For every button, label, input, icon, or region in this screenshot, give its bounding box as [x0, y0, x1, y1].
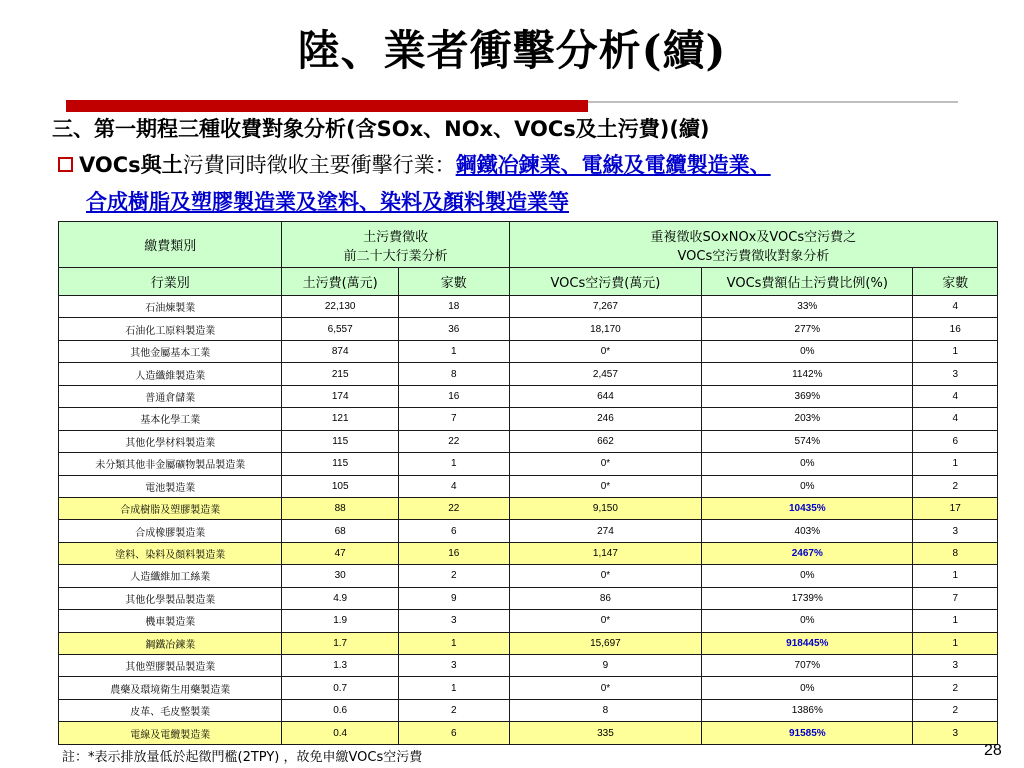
header-category: 繳費類別 [59, 222, 282, 268]
cell-soil-fee: 30 [282, 565, 398, 587]
cell-industry: 電線及電纜製造業 [59, 722, 282, 745]
cell-soil-count: 6 [398, 722, 509, 745]
cell-ratio: 2467% [702, 542, 913, 564]
slide-title: 陸、業者衝擊分析(續) [297, 26, 727, 75]
cell-soil-count: 3 [398, 655, 509, 677]
bullet-lead: VOCs [79, 153, 141, 177]
cell-voc-count: 2 [913, 677, 998, 699]
cell-soil-fee: 174 [282, 385, 398, 407]
cell-industry: 普通倉儲業 [59, 385, 282, 407]
cell-voc-count: 3 [913, 363, 998, 385]
cell-soil-count: 1 [398, 632, 509, 654]
table-row [59, 453, 998, 475]
cell-voc-fee: 18,170 [509, 318, 701, 340]
cell-voc-fee: 1,147 [509, 542, 701, 564]
cell-voc-count: 6 [913, 430, 998, 452]
cell-voc-fee: 274 [509, 520, 701, 542]
cell-soil-count: 36 [398, 318, 509, 340]
cell-industry: 電池製造業 [59, 475, 282, 497]
col-soil-fee: 土污費(萬元) [282, 268, 398, 296]
cell-voc-count: 7 [913, 587, 998, 609]
cell-soil-fee: 105 [282, 475, 398, 497]
cell-industry: 石油化工原料製造業 [59, 318, 282, 340]
cell-voc-fee: 8 [509, 699, 701, 721]
cell-soil-count: 8 [398, 363, 509, 385]
cell-voc-fee: 0* [509, 610, 701, 632]
cell-soil-fee: 6,557 [282, 318, 398, 340]
cell-ratio: 91585% [702, 722, 913, 745]
table-row [59, 363, 998, 385]
cell-industry: 農藥及環境衛生用藥製造業 [59, 677, 282, 699]
header-soil-group [282, 222, 509, 268]
cell-soil-count: 7 [398, 408, 509, 430]
table-row [59, 542, 998, 564]
cell-voc-fee: 335 [509, 722, 701, 745]
cell-soil-fee: 1.3 [282, 655, 398, 677]
cell-ratio: 918445% [702, 632, 913, 654]
header-voc-group [509, 222, 997, 268]
footnote: 註：*表示排放量低於起徵門檻(2TPY) ，故免申繳VOCs空污費 [62, 750, 423, 765]
col-voc-count: 家數 [913, 268, 998, 296]
table-row [59, 632, 998, 654]
cell-ratio: 0% [702, 610, 913, 632]
square-bullet-icon [58, 157, 73, 172]
page-number: 28 [984, 742, 1002, 759]
table-body [59, 296, 998, 745]
table-row [59, 677, 998, 699]
cell-soil-count: 6 [398, 520, 509, 542]
cell-voc-count: 1 [913, 610, 998, 632]
table-row [59, 655, 998, 677]
cell-soil-count: 1 [398, 340, 509, 362]
cell-industry: 未分類其他非金屬礦物製品製造業 [59, 453, 282, 475]
cell-soil-fee: 68 [282, 520, 398, 542]
table-row [59, 385, 998, 407]
cell-industry: 其他化學材料製造業 [59, 430, 282, 452]
header-soil-line1: 土污費徵收 [363, 229, 429, 245]
cell-voc-fee: 0* [509, 677, 701, 699]
cell-soil-count: 16 [398, 542, 509, 564]
cell-soil-fee: 22,130 [282, 296, 398, 318]
table-row [59, 587, 998, 609]
cell-voc-count: 16 [913, 318, 998, 340]
fee-table [58, 221, 998, 745]
bullet-bold: 與土 [140, 153, 183, 177]
cell-soil-fee: 1.9 [282, 610, 398, 632]
table-row [59, 699, 998, 721]
cell-voc-fee: 2,457 [509, 363, 701, 385]
cell-voc-count: 3 [913, 655, 998, 677]
table-row [59, 430, 998, 452]
cell-voc-count: 1 [913, 453, 998, 475]
cell-soil-count: 22 [398, 430, 509, 452]
cell-voc-fee: 0* [509, 475, 701, 497]
cell-soil-fee: 874 [282, 340, 398, 362]
cell-voc-count: 4 [913, 408, 998, 430]
cell-voc-count: 4 [913, 296, 998, 318]
cell-voc-count: 8 [913, 542, 998, 564]
cell-soil-fee: 115 [282, 453, 398, 475]
cell-industry: 合成橡膠製造業 [59, 520, 282, 542]
cell-ratio: 277% [702, 318, 913, 340]
cell-voc-fee: 0* [509, 453, 701, 475]
title-underline-gray [588, 101, 958, 103]
cell-voc-count: 17 [913, 497, 998, 519]
bullet-line-2 [86, 186, 569, 216]
cell-voc-fee: 86 [509, 587, 701, 609]
cell-ratio: 33% [702, 296, 913, 318]
cell-voc-fee: 0* [509, 565, 701, 587]
cell-voc-count: 3 [913, 722, 998, 745]
table-row [59, 296, 998, 318]
header-soil-line2: 前二十大行業分析 [343, 248, 448, 264]
cell-soil-fee: 215 [282, 363, 398, 385]
header-voc-line1: 重複徵收SOxNOx及VOCs空污費之 [650, 229, 857, 245]
cell-ratio: 707% [702, 655, 913, 677]
cell-ratio: 369% [702, 385, 913, 407]
cell-ratio: 0% [702, 475, 913, 497]
cell-voc-fee: 662 [509, 430, 701, 452]
table-row [59, 565, 998, 587]
cell-ratio: 1142% [702, 363, 913, 385]
table-row [59, 497, 998, 519]
table-row [59, 610, 998, 632]
cell-soil-fee: 0.6 [282, 699, 398, 721]
cell-soil-count: 9 [398, 587, 509, 609]
col-voc-ratio: VOCs費額佔土污費比例(%) [702, 268, 913, 296]
bullet-highlight-1: 鋼鐵冶鍊業、電線及電纜製造業、 [455, 153, 771, 177]
cell-industry: 人造纖維製造業 [59, 363, 282, 385]
cell-industry: 其他化學製品製造業 [59, 587, 282, 609]
cell-industry: 其他金屬基本工業 [59, 340, 282, 362]
cell-voc-fee: 644 [509, 385, 701, 407]
table-row [59, 408, 998, 430]
bullet-highlight-2: 合成樹脂及塑膠製造業及塗料、染料及顏料製造業等 [86, 190, 569, 214]
table-row [59, 318, 998, 340]
bullet-line [58, 149, 771, 179]
cell-industry: 其他塑膠製品製造業 [59, 655, 282, 677]
cell-voc-fee: 15,697 [509, 632, 701, 654]
cell-voc-fee: 246 [509, 408, 701, 430]
col-voc-fee: VOCs空污費(萬元) [509, 268, 701, 296]
cell-soil-fee: 121 [282, 408, 398, 430]
cell-soil-fee: 1.7 [282, 632, 398, 654]
cell-soil-fee: 0.7 [282, 677, 398, 699]
cell-voc-count: 2 [913, 699, 998, 721]
cell-ratio: 10435% [702, 497, 913, 519]
bullet-text: 污費同時徵收主要衝擊行業： [182, 153, 456, 177]
cell-soil-count: 3 [398, 610, 509, 632]
cell-voc-count: 1 [913, 632, 998, 654]
table-row [59, 722, 998, 745]
cell-ratio: 403% [702, 520, 913, 542]
cell-industry: 機車製造業 [59, 610, 282, 632]
table-row [59, 340, 998, 362]
cell-industry: 石油煉製業 [59, 296, 282, 318]
cell-voc-fee: 9,150 [509, 497, 701, 519]
cell-ratio: 1386% [702, 699, 913, 721]
cell-industry: 人造纖維加工絲業 [59, 565, 282, 587]
cell-industry: 基本化學工業 [59, 408, 282, 430]
table-row [59, 520, 998, 542]
cell-soil-count: 16 [398, 385, 509, 407]
cell-soil-fee: 88 [282, 497, 398, 519]
cell-voc-count: 4 [913, 385, 998, 407]
cell-industry: 合成樹脂及塑膠製造業 [59, 497, 282, 519]
title-underline-red [66, 100, 588, 112]
col-industry: 行業別 [59, 268, 282, 296]
cell-soil-fee: 47 [282, 542, 398, 564]
header-voc-line2: VOCs空污費徵收對象分析 [677, 248, 830, 264]
cell-voc-fee: 0* [509, 340, 701, 362]
cell-soil-fee: 4.9 [282, 587, 398, 609]
cell-soil-fee: 115 [282, 430, 398, 452]
cell-voc-fee: 9 [509, 655, 701, 677]
cell-soil-count: 2 [398, 699, 509, 721]
cell-industry: 鋼鐵冶鍊業 [59, 632, 282, 654]
cell-soil-count: 2 [398, 565, 509, 587]
cell-ratio: 0% [702, 565, 913, 587]
cell-ratio: 0% [702, 340, 913, 362]
cell-voc-count: 1 [913, 340, 998, 362]
cell-ratio: 1739% [702, 587, 913, 609]
cell-voc-count: 3 [913, 520, 998, 542]
cell-soil-count: 22 [398, 497, 509, 519]
cell-ratio: 203% [702, 408, 913, 430]
cell-soil-count: 18 [398, 296, 509, 318]
cell-voc-count: 2 [913, 475, 998, 497]
cell-industry: 塗料、染料及顏料製造業 [59, 542, 282, 564]
cell-voc-fee: 7,267 [509, 296, 701, 318]
cell-ratio: 0% [702, 677, 913, 699]
col-soil-count: 家數 [398, 268, 509, 296]
cell-industry: 皮革、毛皮整製業 [59, 699, 282, 721]
table-row [59, 475, 998, 497]
cell-voc-count: 1 [913, 565, 998, 587]
cell-soil-fee: 0.4 [282, 722, 398, 745]
section-subtitle: 三、第一期程三種收費對象分析(含SOx、NOx、VOCs及土污費)(續) [52, 117, 710, 141]
cell-ratio: 574% [702, 430, 913, 452]
cell-soil-count: 1 [398, 677, 509, 699]
cell-ratio: 0% [702, 453, 913, 475]
cell-soil-count: 1 [398, 453, 509, 475]
cell-soil-count: 4 [398, 475, 509, 497]
fee-table-container [58, 221, 998, 745]
